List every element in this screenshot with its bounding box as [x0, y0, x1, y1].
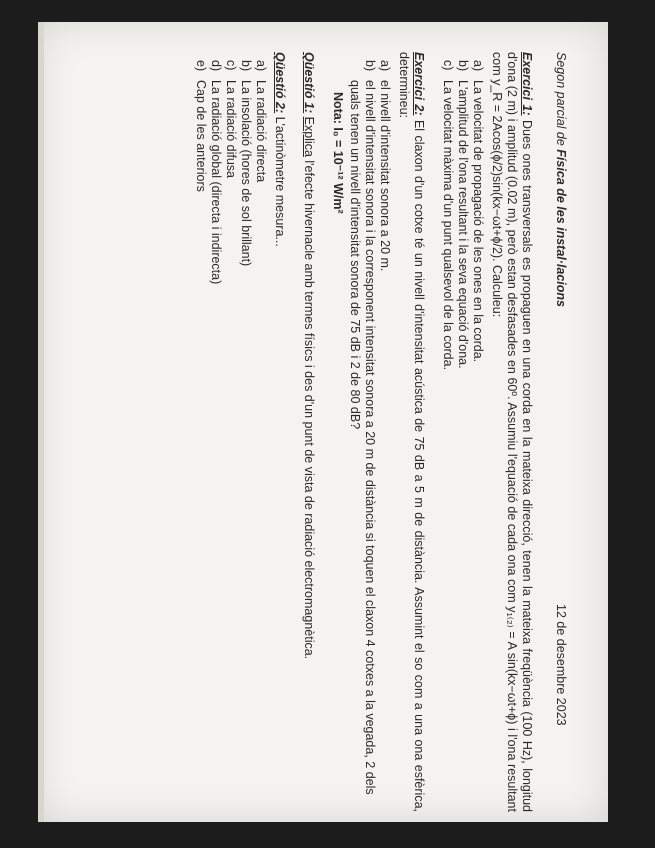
item-label: a) — [378, 60, 392, 72]
item-text: L'amplitud de l'ona resultant i la seva equació d'ona. — [456, 80, 470, 369]
item-text: el nivell d'intensitat sonora a 20 m. — [378, 80, 392, 272]
item-label: c) — [224, 60, 238, 71]
list-item — [223, 52, 238, 812]
item-label: b) — [456, 60, 470, 72]
item-text: La radiació directa — [254, 80, 268, 183]
item-text: La velocitat de propagació de les ones en la corda. — [471, 80, 485, 363]
item-label: b) — [363, 60, 377, 72]
exercici-1-items — [440, 52, 485, 812]
list-item — [377, 52, 392, 812]
item-text: el nivell d'intensitat sonora i la corresponent intensitat sonora a 20 m de distància si toquen el claxon 4 cotxes a la vegada, 2 dels quals tenen un nivell d'intensitat sonora de 75 dB i 2 de 80 dB? — [348, 80, 377, 795]
item-label: d) — [209, 60, 223, 72]
list-item — [193, 52, 208, 812]
questio-2-text: L'actinòmetre mesura... — [273, 113, 287, 247]
exam-title-prefix: Segon parcial de — [554, 52, 568, 150]
questio-2 — [193, 52, 287, 812]
item-text: La radiació difusa — [224, 80, 238, 178]
exam-title-subject: Física de les instal·lacions — [554, 149, 568, 307]
list-item — [347, 52, 377, 812]
questio-2-title: Qüestió 2: — [273, 52, 287, 114]
exercici-2 — [330, 52, 426, 812]
questio-1 — [301, 52, 316, 812]
item-text: La insolació (hores de sol brillant) — [239, 80, 253, 267]
exercici-1-text: Dues ones transversals es propaguen en una corda en la mateixa direcció, tenen la mateixa freqüència (100 Hz), longitud d'ona (2 m) i amplitud (0.02 m), però estan desfasades en 60º. Assumiu l'equació de cada ona com y₁₍₂₎ = A sin(kx−ωt+ϕ) i l'ona resultant com y_R = 2Acos(ϕ/2)sin(kx−ωt+ϕ/2). Calculeu: — [490, 52, 534, 812]
list-item — [208, 52, 223, 812]
item-label: c) — [441, 60, 455, 71]
exam-date: 12 de desembre 2023 — [554, 604, 568, 726]
questio-1-statement — [301, 52, 316, 812]
exercici-2-text: El claxon d'un cotxe té un nivell d'intensitat acústica de 75 dB a 5 m de distància. Assumint el so com a una ona esfèrica, determineu: — [397, 52, 426, 812]
item-text: Cap de les anteriors — [194, 80, 208, 192]
exercici-1-title: Exercici 1: — [520, 52, 534, 116]
exercici-2-items — [347, 52, 392, 812]
item-label: b) — [239, 60, 253, 72]
exercici-1-statement — [489, 52, 534, 812]
list-item — [238, 52, 253, 812]
page-header — [548, 52, 568, 812]
list-item — [455, 52, 470, 812]
questio-2-items — [193, 52, 268, 812]
exercici-1 — [440, 52, 534, 812]
questio-2-statement — [272, 52, 287, 812]
item-text: La velocitat màxima d'un punt qualsevol de la corda. — [441, 80, 455, 371]
scanned-page — [38, 22, 608, 822]
item-text: La radiació global (directa i indirecta) — [209, 80, 223, 285]
page-edge — [38, 22, 44, 822]
item-label: a) — [471, 60, 485, 72]
questio-1-text: l'efecte hivernacle amb termes físics i des d'un punt de vista de radiació electromagnètica. — [302, 156, 316, 660]
item-label: a) — [254, 60, 268, 72]
exercici-2-title: Exercici 2: — [412, 52, 426, 116]
questio-1-verb: Explica — [302, 116, 316, 157]
item-label: e) — [194, 60, 208, 72]
rotated-content — [48, 52, 568, 812]
exam-title — [553, 52, 568, 307]
exercici-2-nota: Nota: I₀ = 10⁻¹² W/m² — [331, 92, 345, 214]
list-item — [440, 52, 455, 812]
list-item — [470, 52, 485, 812]
list-item — [253, 52, 268, 812]
exercici-2-statement — [396, 52, 426, 812]
questio-1-title: Qüestió 1: — [302, 52, 316, 114]
